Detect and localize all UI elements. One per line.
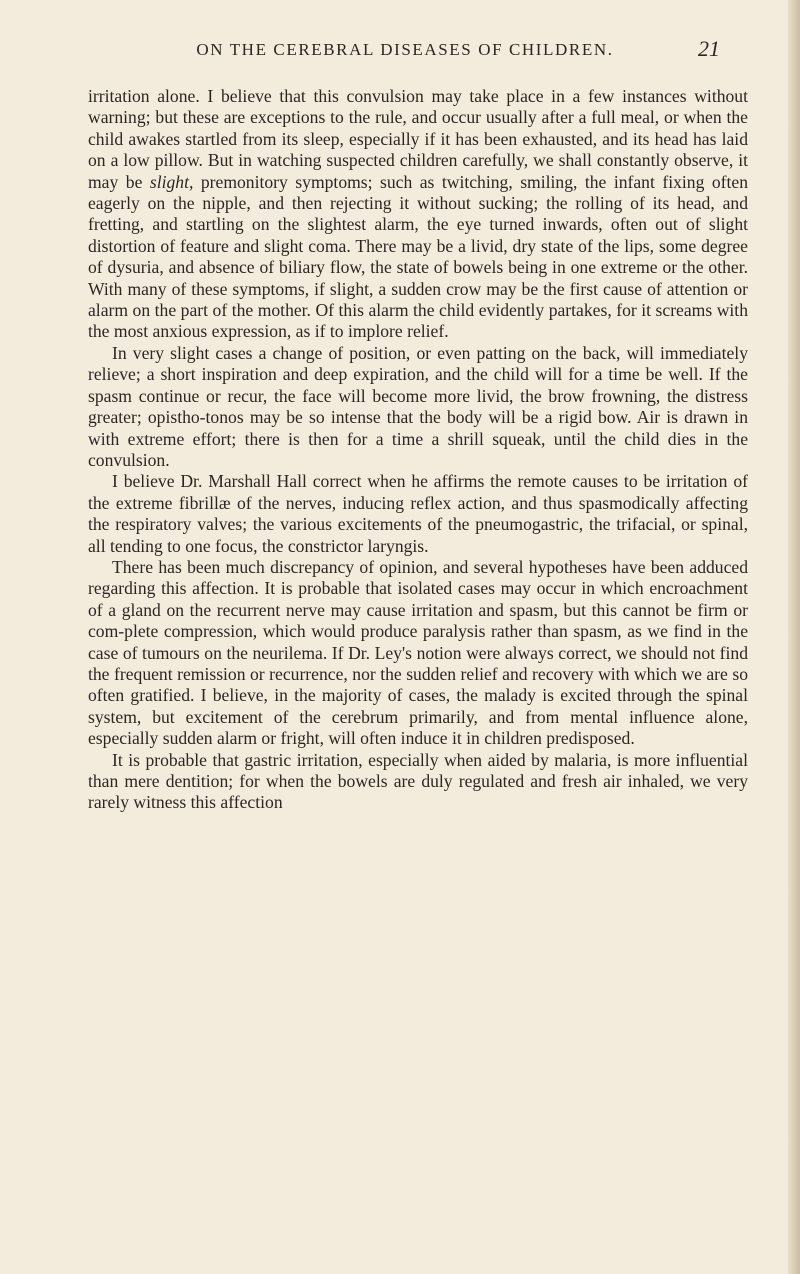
paragraph-2: In very slight cases a change of position, or even patting on the back, will immediately relieve; a short inspiration and deep expiration, and the child will for a time be well. If the spasm continue or recur, the face will become more livid, the brow frowning, the distress greater; opistho-tonos may be so intense that the body will be a rigid bow. Air is drawn in with extreme effort; there is then for a time a shrill squeak, until the child dies in the convulsion. bbox=[88, 342, 748, 470]
paragraph-3: I believe Dr. Marshall Hall correct when he affirms the remote causes to be irritation of the extreme fibrillæ of the nerves, inducing reflex action, and thus spasmodically affecting the respiratory valves; the various excitements of the pneumogastric, the trifacial, or spinal, all tending to one focus, the constrictor laryngis. bbox=[88, 471, 748, 556]
paragraph-5: It is probable that gastric irritation, especially when aided by malaria, is more influential than mere dentition; for when the bowels are duly regulated and fresh air inhaled, we very rarely witness this affection bbox=[88, 749, 748, 813]
page-header bbox=[90, 36, 720, 66]
page-number: 21 bbox=[698, 36, 720, 61]
paragraph-1 bbox=[88, 86, 748, 343]
page-edge-shadow bbox=[788, 0, 800, 1274]
emphasis-slight: slight, bbox=[149, 171, 194, 192]
running-title: ON THE CEREBRAL DISEASES OF CHILDREN. bbox=[196, 40, 614, 59]
paragraph-1-end: premonitory symptoms; such as twitching, smiling, the infant fixing often eagerly on the nipple, and then rejecting it without sucking; the rolling of its head, and fretting, and startling on the slightest alarm, the eye turned inwards, often out of slight distortion of feature and slight coma. There may be a livid, dry state of the lips, some degree of dysuria, and absence of biliary flow, the state of bowels being in one extreme or the other. With many of these symptoms, if slight, a sudden crow may be the first cause of attention or alarm on the part of the mother. Of this alarm the child evidently partakes, for it screams with the most anxious expression, as if to implore relief. bbox=[88, 171, 748, 342]
paragraph-4: There has been much discrepancy of opinion, and several hypotheses have been adduced regarding this affection. It is probable that isolated cases may occur in which encroachment of a gland on the recurrent nerve may cause irritation and spasm, but this cannot be firm or com-plete compression, which would produce paralysis rather than spasm, as we find in the case of tumours on the neurilema. If Dr. Ley's notion were always correct, we should not find the frequent remission or recurrence, nor the sudden relief and recovery with which we are so often gratified. I believe, in the majority of cases, the malady is excited through the spinal system, but excitement of the cerebrum primarily, and from mental influence alone, especially sudden alarm or fright, will often induce it in children predisposed. bbox=[88, 556, 748, 749]
body-text bbox=[88, 86, 748, 814]
paragraph-1-start: irritation alone. I believe that this convulsion may take place in a few instances without warning; but these are exceptions to the rule, and occur usually after a full meal, or when the child awakes startled from its sleep, especially if it has been exhausted, and its head has laid on a low pillow. But in watching suspected children carefully, we shall constantly observe, it may be bbox=[88, 86, 748, 192]
